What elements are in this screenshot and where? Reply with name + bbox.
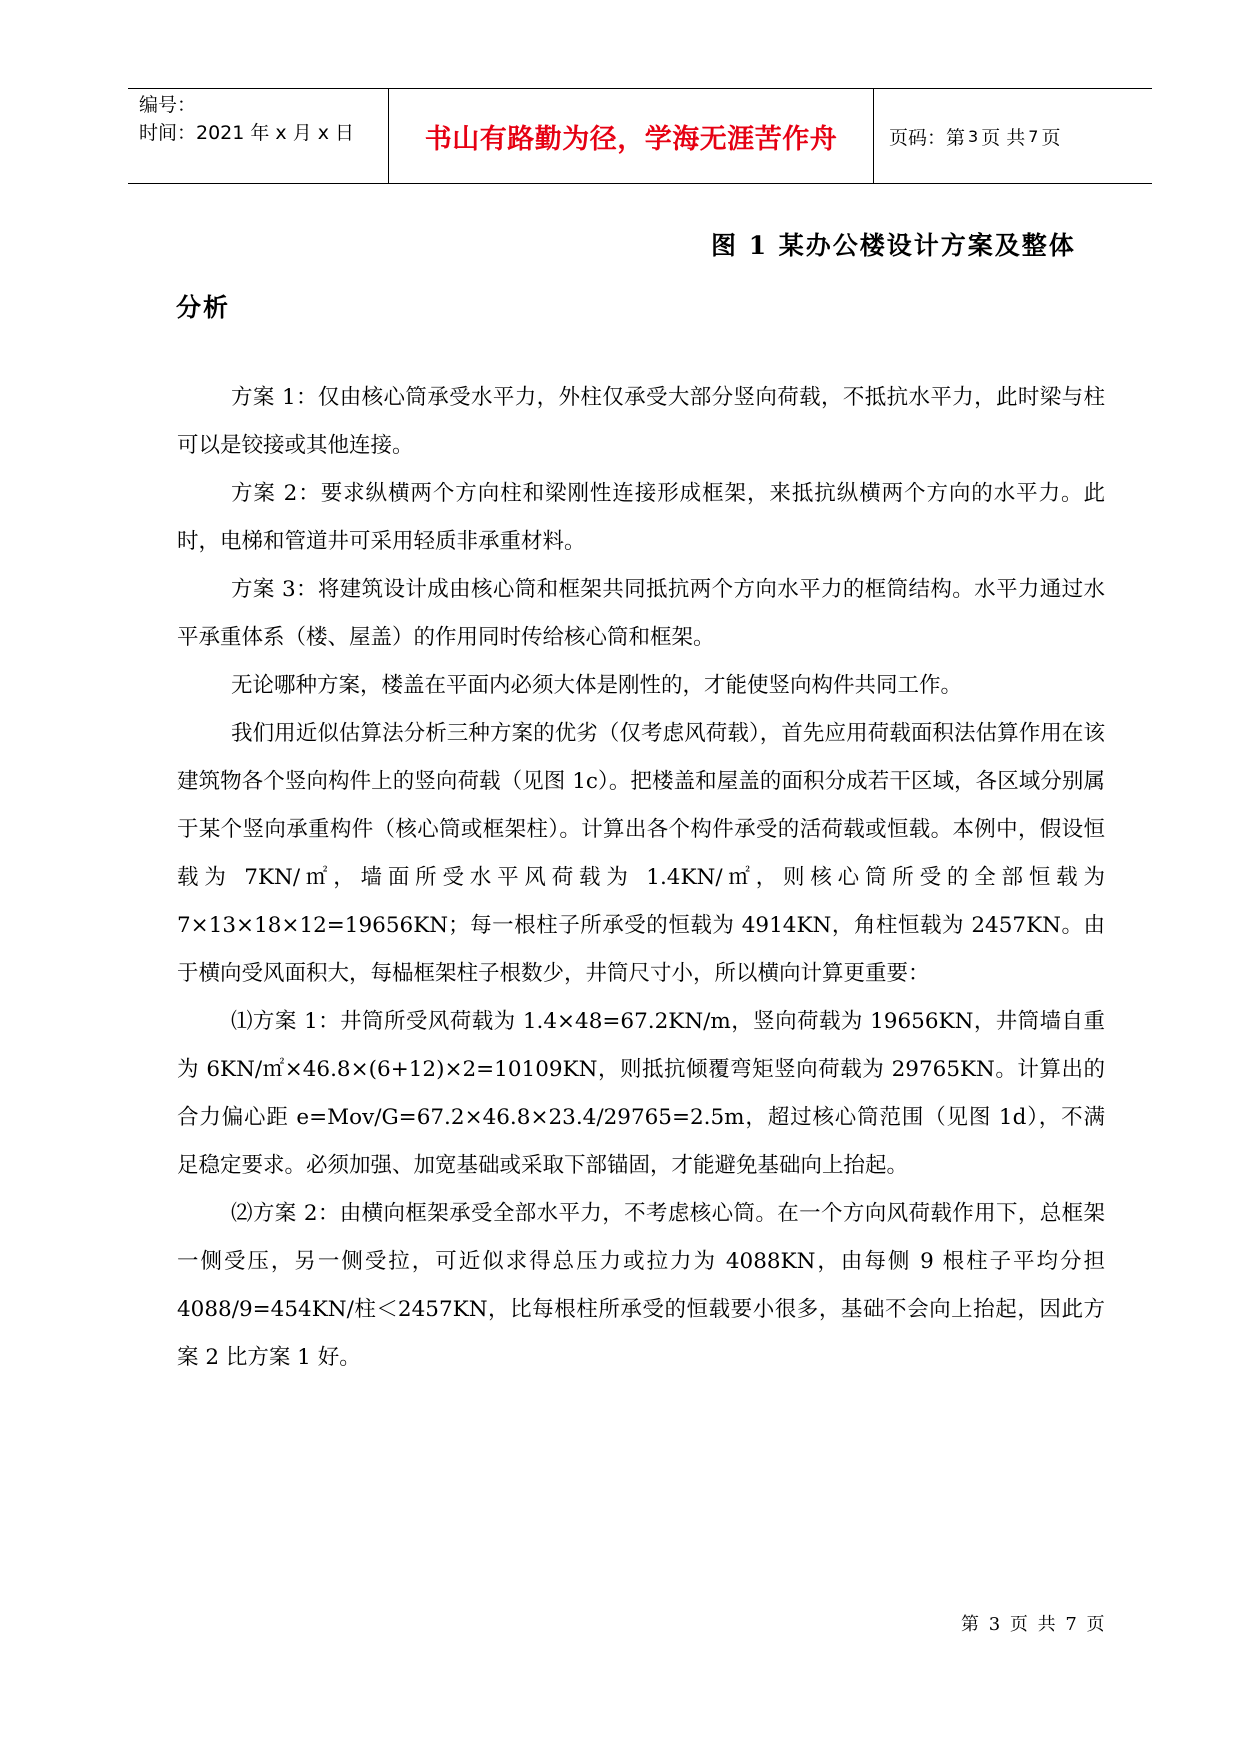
page-current: 3 xyxy=(968,126,979,146)
page-prefix: 页码：第 xyxy=(889,126,966,149)
serial-label: 编号： xyxy=(139,94,197,116)
paragraph: 方案 3：将建筑设计成由核心筒和框架共同抵抗两个方向水平力的框筒结构。水平力通过水平承重体系（楼、屋盖）的作用同时传给核心筒和框架。 xyxy=(177,577,1105,650)
header-meta-cell xyxy=(128,89,389,183)
paragraph: 方案 2：要求纵横两个方向柱和梁刚性连接形成框架，来抵抗纵横两个方向的水平力。此时，电梯和管道井可采用轻质非承重材料。 xyxy=(177,481,1105,554)
document-body xyxy=(177,374,1105,1382)
paragraph: 方案 1：仅由核心筒承受水平力，外柱仅承受大部分竖向荷载，不抵抗水平力，此时梁与柱可以是铰接或其他连接。 xyxy=(177,385,1105,458)
page-total: 7 xyxy=(1028,126,1039,146)
header-motto: 书山有路勤为径，学海无涯苦作舟 xyxy=(389,89,874,183)
paragraph: 我们用近似估算法分析三种方案的优劣（仅考虑风荷载），首先应用荷载面积法估算作用在该建筑物各个竖向构件上的竖向荷载（见图 1c）。把楼盖和屋盖的面积分成若干区域，各区域分别属于某个竖向承重构件（核心筒或框架柱）。计算出各个构件承受的活荷载或恒载。本例中，假设恒载为 7KN/㎡，墙面所受水平风荷载为 1.4KN/㎡，则核心筒所受的全部恒载为 7×13×18×12=19656KN；每一根柱子所承受的恒载为 4914KN，角柱恒载为 2457KN。由于横向受风面积大，每榀框架柱子根数少，井筒尺寸小，所以横向计算更重要： xyxy=(177,721,1105,986)
figure-caption-line1: 图 1 某办公楼设计方案及整体 xyxy=(711,231,1076,260)
page-footer: 第 3 页 共 7 页 xyxy=(961,1614,1107,1635)
paragraph: 无论哪种方案，楼盖在平面内必须大体是刚性的，才能使竖向构件共同工作。 xyxy=(231,673,963,698)
paragraph: ⑴方案 1：井筒所受风荷载为 1.4×48=67.2KN/m，竖向荷载为 19656KN，井筒墙自重为 6KN/㎡×46.8×(6+12)×2=10109KN，则抵抗倾覆弯矩竖向荷载为 29765KN。计算出的合力偏心距 e=Mov/G=67.2×46.8×23.4/29765=2.5m，超过核心筒范围（见图 1d），不满足稳定要求。必须加强、加宽基础或采取下部锚固，才能避免基础向上抬起。 xyxy=(177,1009,1105,1178)
page-header-table xyxy=(128,88,1152,184)
paragraph: ⑵方案 2：由横向框架承受全部水平力，不考虑核心筒。在一个方向风荷载作用下，总框架一侧受压，另一侧受拉，可近似求得总压力或拉力为 4088KN，由每侧 9 根柱子平均分担 4088/9=454KN/柱＜2457KN，比每根柱所承受的恒载要小很多，基础不会向上抬起，因此方案 2 比方案 1 好。 xyxy=(177,1201,1105,1370)
time-label: 时间：2021 年 x 月 x 日 xyxy=(139,122,355,144)
page-suffix: 页 xyxy=(1041,126,1061,149)
header-page-info xyxy=(874,89,1152,183)
figure-caption-line2: 分析 xyxy=(176,293,231,322)
page-mid: 页 共 xyxy=(981,126,1026,149)
